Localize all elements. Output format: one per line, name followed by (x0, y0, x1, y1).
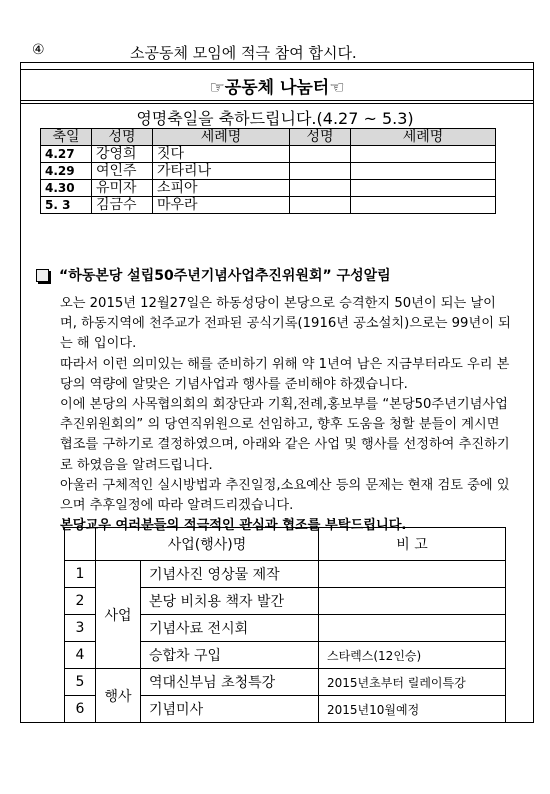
feast-date: 4.29 (41, 163, 92, 180)
project-name: 역대신부님 초청특강 (141, 669, 319, 696)
notice-body (60, 294, 512, 536)
project-name: 승합차 구입 (141, 642, 319, 669)
person-name: 강영희 (92, 146, 153, 163)
baptismal-name: 소피아 (153, 180, 290, 197)
feast-date: 4.27 (41, 146, 92, 163)
page-number: ④ (32, 42, 45, 58)
project-note (319, 615, 506, 642)
table-row (41, 163, 496, 180)
project-name: 기념사진 영상물 제작 (141, 561, 319, 588)
project-note (319, 588, 506, 615)
notice-title (36, 265, 391, 285)
feast-date: 5. 3 (41, 197, 92, 214)
projects-table-header (65, 528, 506, 561)
table-row (41, 197, 496, 214)
person-name-2 (290, 146, 351, 163)
project-note: 스타렉스(12인승) (319, 642, 506, 669)
section-title (20, 69, 534, 101)
table-row (41, 180, 496, 197)
notice-paragraph: 따라서 이런 의미있는 해를 준비하기 위해 약 1년여 남은 지금부터라도 우리 본당의 역량에 알맞은 기념사업과 행사를 준비해야 하겠습니다. (60, 356, 510, 392)
header-note: 비 고 (319, 528, 506, 561)
column-header: 세례명 (351, 129, 496, 146)
baptismal-name-2 (351, 180, 496, 197)
column-header: 세례명 (153, 129, 290, 146)
baptismal-name: 가타리나 (153, 163, 290, 180)
section-title-text: ☞공동체 나눔터☜ (209, 77, 345, 98)
category-business: 사업 (96, 561, 141, 669)
row-number: 2 (65, 588, 96, 615)
project-note: 2015년10월예정 (319, 696, 506, 723)
header-project-name: 사업(행사)명 (96, 528, 319, 561)
projects-table (64, 527, 506, 723)
notice-closing: 본당교우 여러분들의 적극적인 관심과 협조를 부탁드립니다. (60, 518, 407, 534)
notice-title-text: “하동본당 설립50주년기념사업추진위원회” 구성알림 (59, 268, 391, 284)
project-name: 기념미사 (141, 696, 319, 723)
table-row (65, 669, 506, 696)
header-blank (65, 528, 96, 561)
birthday-table (40, 128, 496, 214)
person-name-2 (290, 180, 351, 197)
project-name: 본당 비치용 책자 발간 (141, 588, 319, 615)
baptismal-name-2 (351, 197, 496, 214)
row-number: 6 (65, 696, 96, 723)
person-name: 유미자 (92, 180, 153, 197)
person-name-2 (290, 197, 351, 214)
page-header-title: 소공동체 모임에 적극 참여 합시다. (130, 44, 357, 62)
column-header: 성명 (290, 129, 351, 146)
column-header: 성명 (92, 129, 153, 146)
baptismal-name: 짓다 (153, 146, 290, 163)
row-number: 1 (65, 561, 96, 588)
person-name: 여인주 (92, 163, 153, 180)
square-bullet-icon (36, 269, 49, 282)
feast-date: 4.30 (41, 180, 92, 197)
person-name-2 (290, 163, 351, 180)
baptismal-name: 마우라 (153, 197, 290, 214)
birthday-table-header (41, 129, 496, 146)
column-header: 축일 (41, 129, 92, 146)
project-note (319, 561, 506, 588)
notice-paragraph: 아울러 구체적인 실시방법과 추진일정,소요예산 등의 문제는 현재 검토 중에 있으며 추후일정에 따라 알려드리겠습니다. (60, 477, 510, 514)
table-row (65, 561, 506, 588)
project-name: 기념사료 전시회 (141, 615, 319, 642)
row-number: 5 (65, 669, 96, 696)
birthday-heading: 영명축일을 축하드립니다.(4.27 ~ 5.3) (136, 109, 414, 128)
project-note: 2015년초부터 릴레이특강 (319, 669, 506, 696)
row-number: 4 (65, 642, 96, 669)
notice-paragraph: 이에 본당의 사목협의회의 회장단과 기획,전례,홍보부를 “본당50주년기념사업 추진위원회의” 의 당연직위원으로 선임하고, 향후 도움을 청할 분들이 계시면 협조를 구하기로 결정하였으며, 아래와 같은 사업 및 행사를 선정하여 추진하기로 하였음을 알려드립니다. (60, 397, 510, 473)
notice-paragraph: 오는 2015년 12월27일은 하동성당이 본당으로 승격한지 50년이 되는 날이며, 하동지역에 천주교가 전파된 공식기록(1916년 공소설치)으로는 99년이 되는 해 입이다. (60, 296, 511, 352)
row-number: 3 (65, 615, 96, 642)
person-name: 김금수 (92, 197, 153, 214)
category-event: 행사 (96, 669, 141, 723)
baptismal-name-2 (351, 146, 496, 163)
baptismal-name-2 (351, 163, 496, 180)
table-row (41, 146, 496, 163)
